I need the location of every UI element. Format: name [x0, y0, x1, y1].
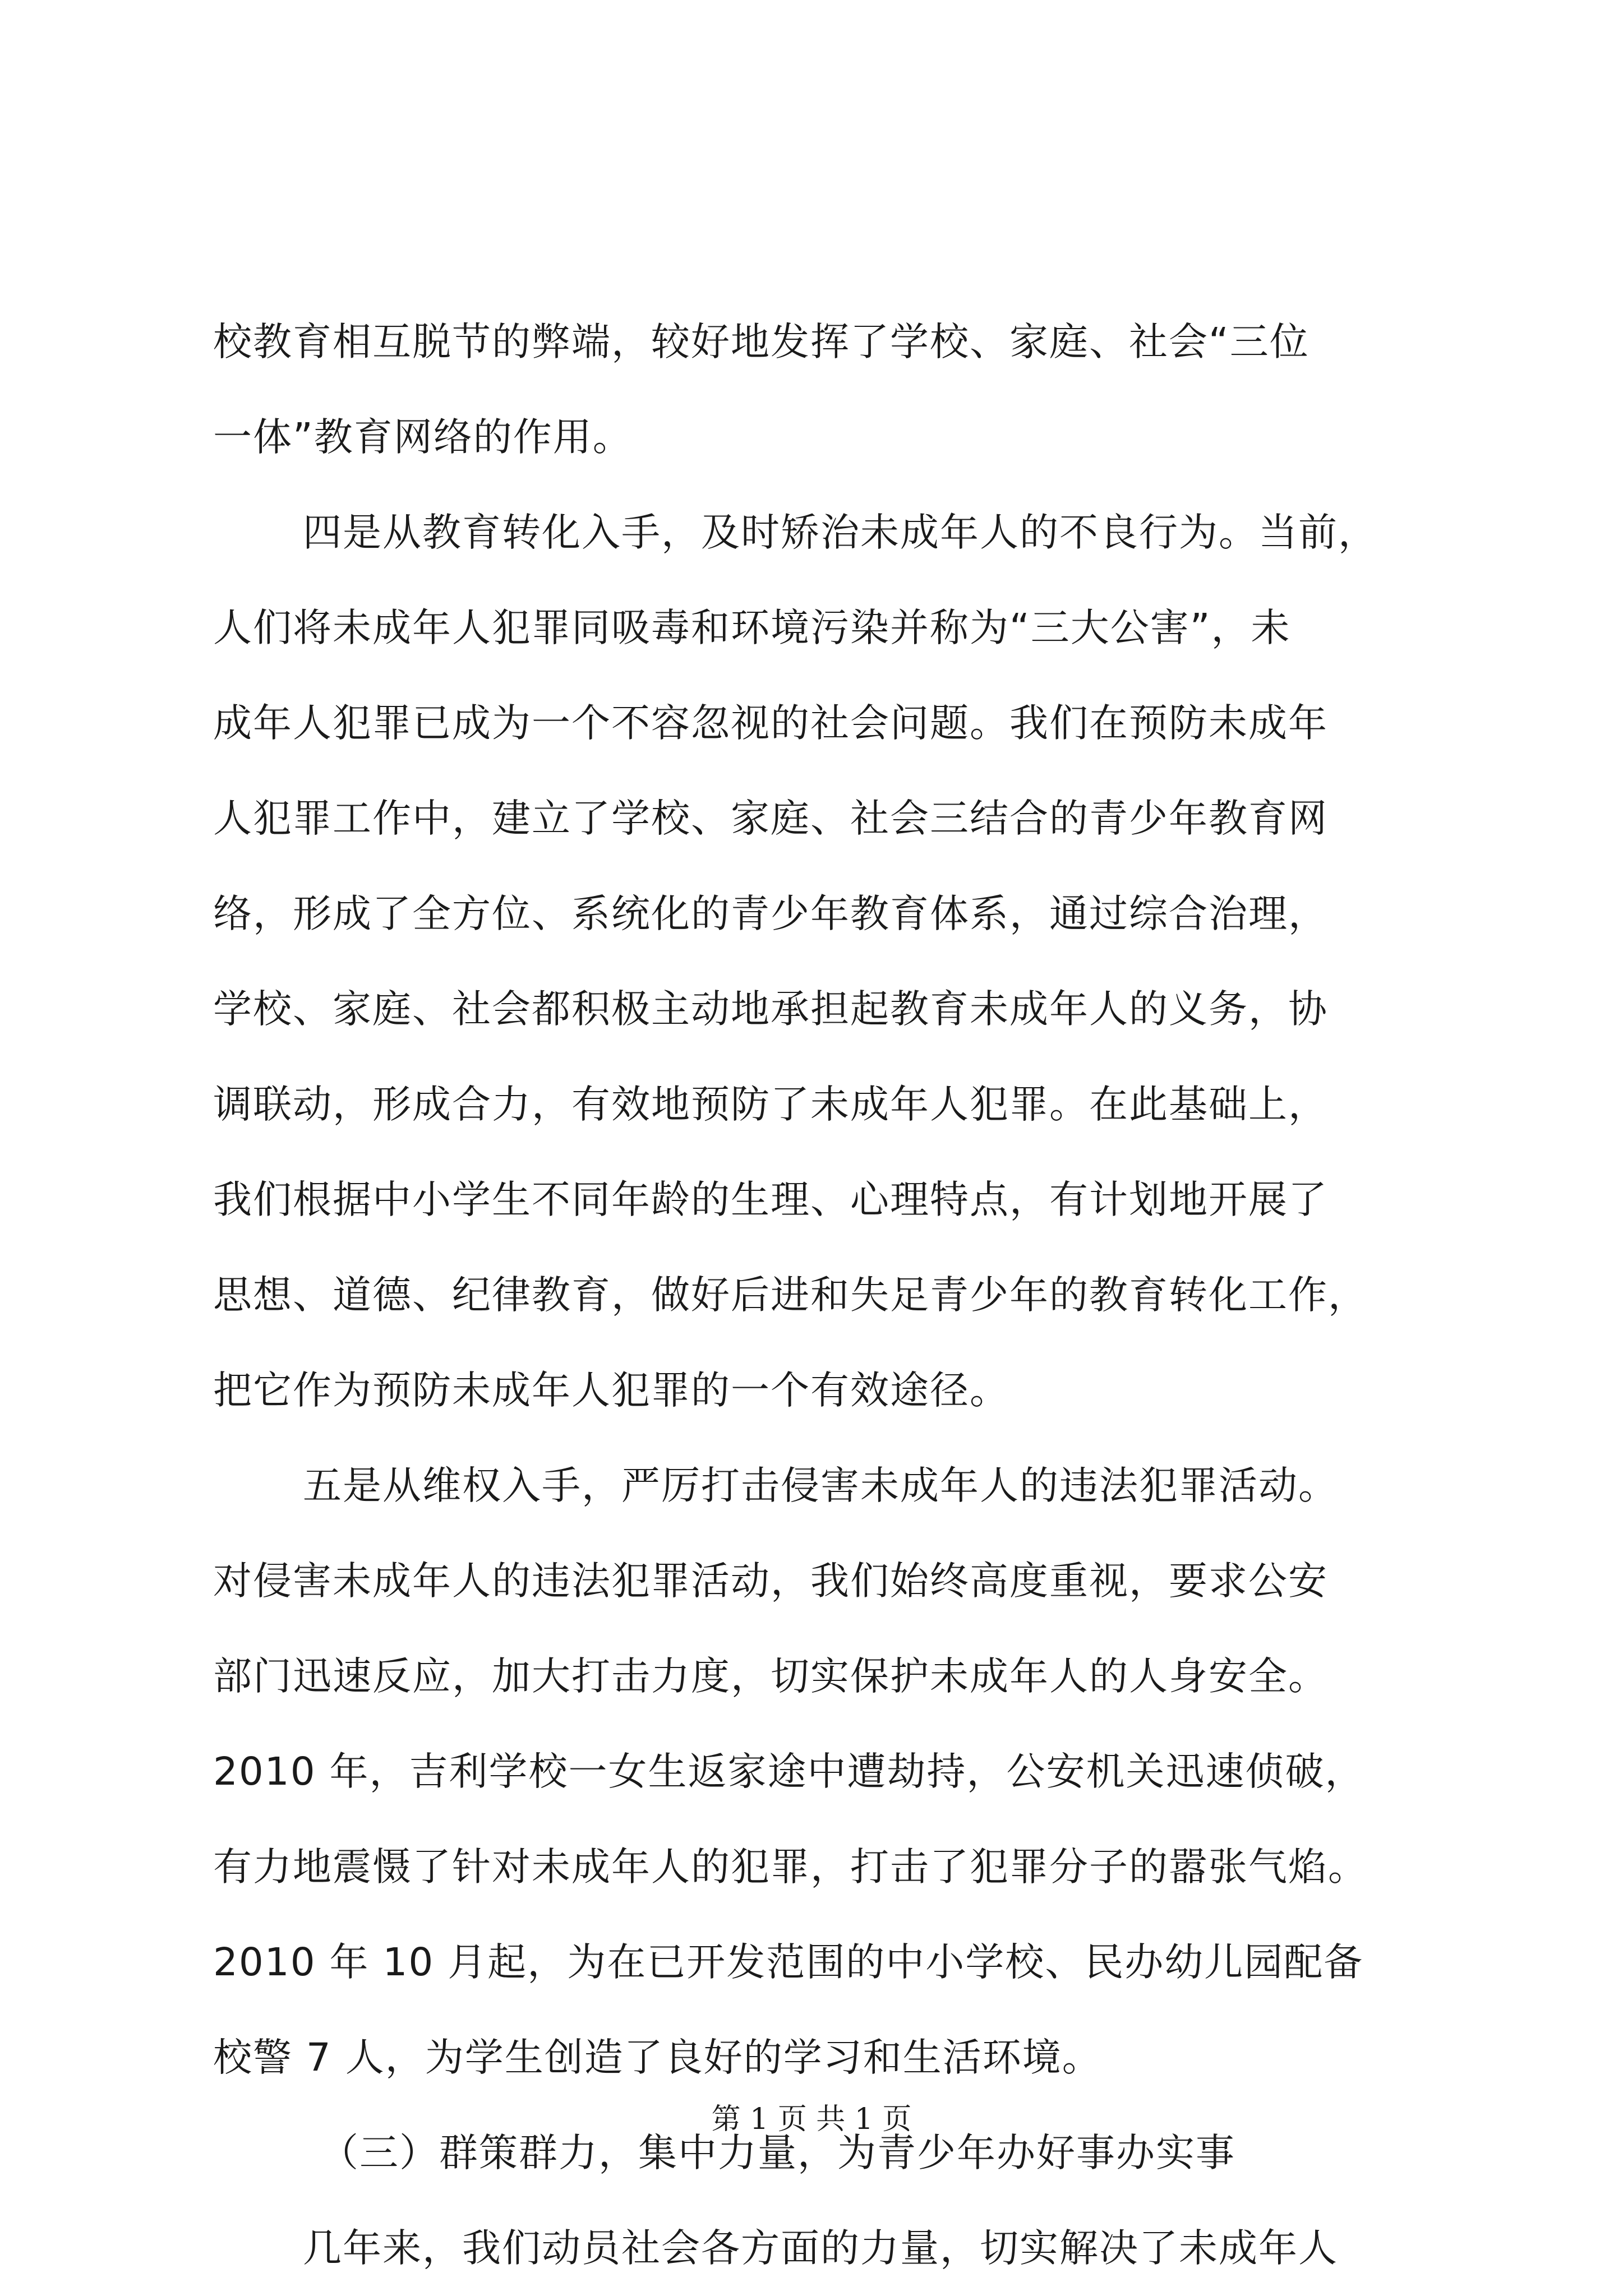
text-line: 2010 年，吉利学校一女生返家途中遭劫持，公安机关迅速侦破，	[213, 1749, 1365, 1794]
text-line: 思想、道德、纪律教育，做好后进和失足青少年的教育转化工作，	[213, 1273, 1368, 1318]
text-line: 一体”教育网络的作用。	[213, 415, 633, 460]
page-number-footer: 第 1 页 共 1 页	[711, 2103, 912, 2136]
section-heading: （三）群策群力，集中力量，为青少年办好事办实事	[320, 2131, 1235, 2175]
text-line: 对侵害未成年人的违法犯罪活动，我们始终高度重视，要求公安	[213, 1559, 1328, 1604]
paragraph-start-line: 几年来，我们动员社会各方面的力量，切实解决了未成年人	[303, 2226, 1338, 2271]
text-line: 部门迅速反应，加大打击力度，切实保护未成年人的人身安全。	[213, 1654, 1328, 1699]
text-line: 有力地震慑了针对未成年人的犯罪，打击了犯罪分子的嚣张气焰。	[213, 1845, 1368, 1890]
text-line: 把它作为预防未成年人犯罪的一个有效途径。	[213, 1368, 1009, 1413]
text-line: 人犯罪工作中，建立了学校、家庭、社会三结合的青少年教育网	[213, 796, 1328, 841]
document-body	[213, 294, 1422, 2296]
text-line: 我们根据中小学生不同年龄的生理、心理特点，有计划地开展了	[213, 1177, 1328, 1222]
text-line: 人们将未成年人犯罪同吸毒和环境污染并称为“三大公害”，未	[213, 606, 1291, 650]
paragraph-start-line: 四是从教育转化入手，及时矫治未成年人的不良行为。当前，	[303, 510, 1378, 555]
text-line: 络，形成了全方位、系统化的青少年教育体系，通过综合治理，	[213, 891, 1328, 936]
text-line: 2010 年 10 月起，为在已开发范围的中小学校、民办幼儿园配备	[213, 1940, 1364, 1985]
text-line: 校教育相互脱节的弊端，较好地发挥了学校、家庭、社会“三位	[213, 320, 1310, 364]
text-line: 校警 7 人，为学生创造了良好的学习和生活环境。	[213, 2035, 1102, 2080]
text-line: 学校、家庭、社会都积极主动地承担起教育未成年人的义务，协	[213, 987, 1328, 1032]
paragraph-start-line: 五是从维权入手，严厉打击侵害未成年人的违法犯罪活动。	[303, 1463, 1338, 1508]
text-line: 成年人犯罪已成为一个不容忽视的社会问题。我们在预防未成年	[213, 701, 1328, 746]
text-line: 调联动，形成合力，有效地预防了未成年人犯罪。在此基础上，	[213, 1082, 1328, 1127]
